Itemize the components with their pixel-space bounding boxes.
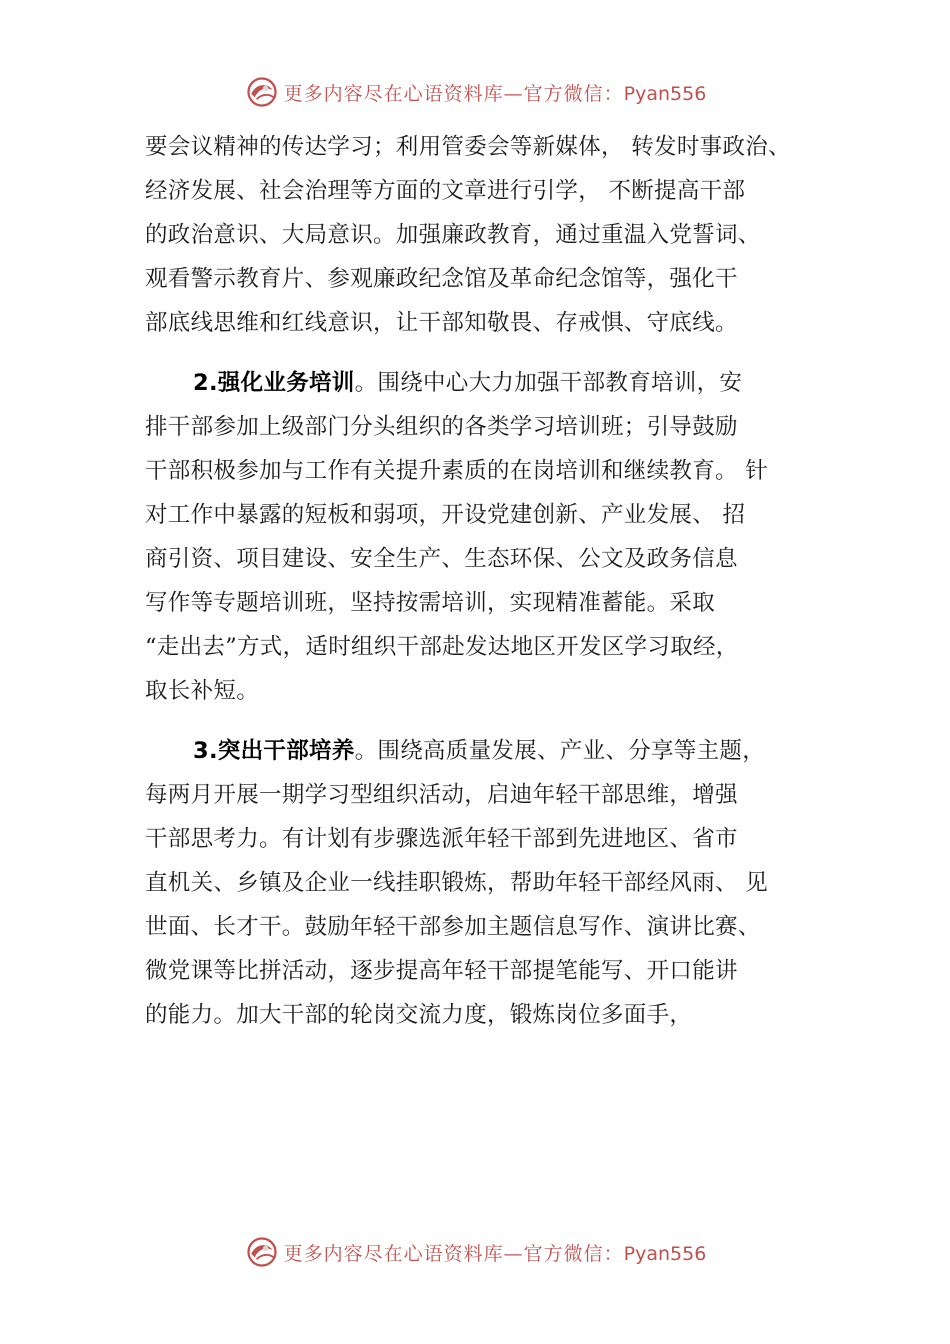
text-line: 部底线思维和红线意识，让干部知敬畏、存戒惧、守底线。 (145, 310, 738, 336)
text-line: 观看警示教育片、参观廉政纪念馆及革命纪念馆等，强化干 (145, 266, 738, 292)
wechat-id: Pyan556 (623, 1242, 707, 1265)
text-line: 微党课等比拼活动，逐步提高年轻干部提笔能写、开口能讲 (145, 958, 738, 984)
text-line: 的政治意识、大局意识。加强廉政教育，通过重温入党誓词、 (145, 222, 761, 248)
text-line: 每两月开展一期学习型组织活动，启迪年轻干部思维，增强 (145, 782, 738, 808)
text-line: 排干部参加上级部门分头组织的各类学习培训班；引导鼓励 (145, 414, 738, 440)
text-line: 世面、长才干。鼓励年轻干部参加主题信息写作、演讲比赛、 (145, 914, 761, 940)
intro-paragraph (145, 125, 845, 345)
text-line: 直机关、乡镇及企业一线挂职锻炼，帮助年轻干部经风雨、 见 (145, 870, 769, 896)
section-2-heading: 2.强化业务培训 (193, 370, 355, 396)
text-line: 干部积极参加与工作有关提升素质的在岗培训和继续教育。 针 (145, 458, 769, 484)
text-line: 的能力。加大干部的轮岗交流力度，锻炼岗位多面手， (145, 1002, 693, 1028)
text-line: 要会议精神的传达学习；利用管委会等新媒体， 转发时事政治、 (145, 134, 791, 160)
banner-text: 更多内容尽在心语资料库—官方微信：Pyan556 (283, 82, 707, 105)
banner-text: 更多内容尽在心语资料库—官方微信：Pyan556 (283, 1242, 707, 1265)
text-line: 写作等专题培训班，坚持按需培训，实现精准蓄能。采取 (145, 590, 716, 616)
section-3-paragraph (145, 729, 845, 1037)
section-3-heading: 3.突出干部培养 (193, 738, 355, 764)
text-line: 3.突出干部培养。围绕高质量发展、产业、分享等主题， (193, 738, 766, 764)
text-line: 商引资、项目建设、安全生产、生态环保、公文及政务信息 (145, 546, 738, 572)
sun-swirl-logo-icon (244, 74, 280, 110)
wechat-id: Pyan556 (623, 82, 707, 105)
text-line: 干部思考力。有计划有步骤选派年轻干部到先进地区、省市 (145, 826, 738, 852)
section-2-paragraph (145, 361, 845, 713)
text-line: 取长补短。 (145, 678, 260, 704)
text-line: 对工作中暴露的短板和弱项，开设党建创新、产业发展、 招 (145, 502, 746, 528)
document-body (145, 125, 845, 1037)
footer-banner (0, 1230, 950, 1274)
text-line: 经济发展、社会治理等方面的文章进行引学， 不断提高干部 (145, 178, 746, 204)
header-banner (0, 70, 950, 114)
text-line: “走出去”方式，适时组织干部赴发达地区开发区学习取经， (145, 634, 739, 660)
sun-swirl-logo-icon (244, 1234, 280, 1270)
text-line: 2.强化业务培训。围绕中心大力加强干部教育培训，安 (193, 370, 743, 396)
